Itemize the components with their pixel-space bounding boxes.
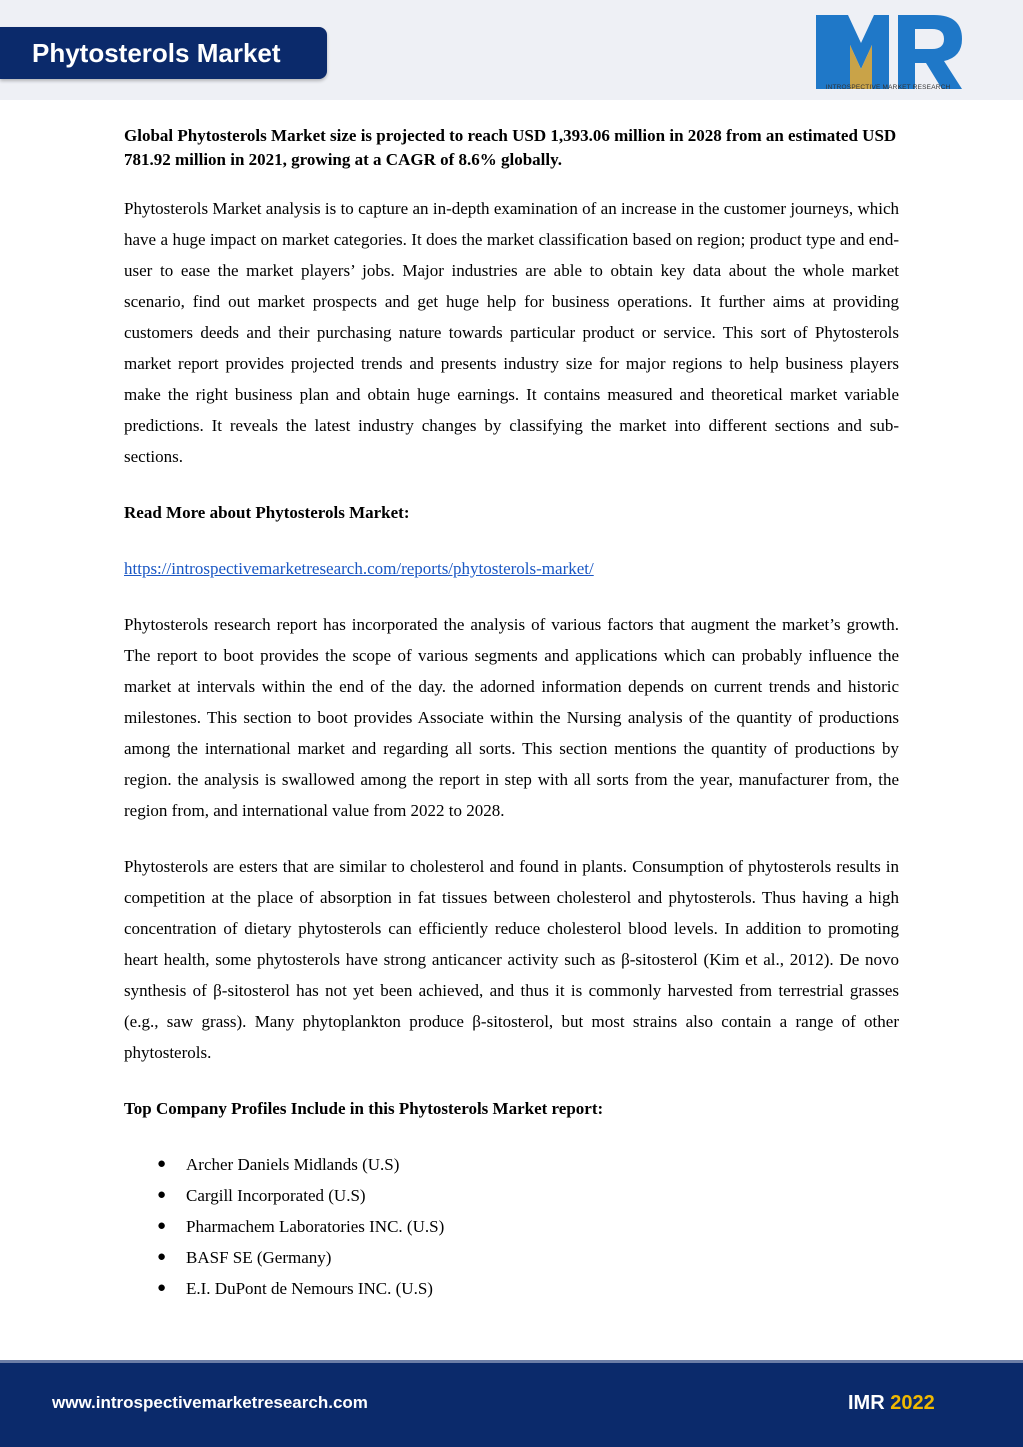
bullet-icon: ● (157, 1187, 167, 1203)
lead-summary: Global Phytosterols Market size is projected to reach USD 1,393.06 million in 2028 from an estimated USD 781.92 million in 2021, growing at a CAGR of 8.6% globally. (124, 126, 897, 169)
report-link[interactable]: https://introspectivemarketresearch.com/reports/phytosterols-market/ (124, 559, 594, 578)
companies-heading: Top Company Profiles Include in this Phytosterols Market report: (124, 1099, 604, 1118)
bullet-icon: ● (157, 1249, 167, 1265)
imr-logo (816, 10, 962, 94)
logo-caption: INTROSPECTIVE MARKET RESEARCH (825, 84, 951, 91)
company-name: E.I. DuPont de Nemours INC. (U.S) (186, 1279, 433, 1298)
footer-website[interactable]: www.introspectivemarketresearch.com (52, 1393, 368, 1412)
footer-brand-name: IMR (848, 1392, 885, 1414)
company-list (124, 1149, 899, 1304)
company-name: Cargill Incorporated (U.S) (186, 1186, 366, 1205)
company-name: BASF SE (Germany) (186, 1248, 332, 1267)
read-more-link-line (124, 553, 899, 584)
footer-bar (0, 1360, 1023, 1447)
company-name: Archer Daniels Midlands (U.S) (186, 1155, 400, 1174)
bullet-icon: ● (157, 1218, 167, 1234)
list-item (124, 1273, 899, 1304)
footer-divider (0, 1360, 1023, 1363)
document-body (124, 124, 899, 1304)
list-item (124, 1149, 899, 1180)
list-item (124, 1242, 899, 1273)
bullet-icon: ● (157, 1280, 167, 1296)
paragraph-market-analysis: Phytosterols Market analysis is to capture an in-depth examination of an increase in the customer journeys, which have a huge impact on market categories. It does the market classification based on region; product type and end-user to ease the market players’ jobs. Major industries are able to obtain key data about the whole market scenario, find out market prospects and get huge help for business operations. It further aims at providing customers deeds and their purchasing nature towards particular product or service. This sort of Phytosterols market report provides projected trends and presents industry size for major regions to help business players make the right business plan and obtain huge earnings. It contains measured and theoretical market variable predictions. It reveals the latest industry changes by classifying the market into different sections and sub-sections. (124, 199, 899, 466)
page-title: Phytosterols Market (32, 38, 281, 68)
title-banner (0, 27, 327, 79)
paragraph-research-report: Phytosterols research report has incorporated the analysis of various factors that augment the market’s growth. The report to boot provides the scope of various segments and applications which can probably influence the market at intervals within the end of the day. the adorned information depends on current trends and historic milestones. This section to boot provides Associate within the Nursing analysis of the quantity of productions among the international market and regarding all sorts. This section mentions the quantity of productions by region. the analysis is swallowed among the report in step with all sorts from the year, manufacturer from, the region from, and international value from 2022 to 2028. (124, 615, 899, 820)
read-more-heading: Read More about Phytosterols Market: (124, 503, 410, 522)
bullet-icon: ● (157, 1156, 167, 1172)
list-item (124, 1180, 899, 1211)
footer-year: 2022 (890, 1392, 935, 1414)
company-name: Pharmachem Laboratories INC. (U.S) (186, 1217, 445, 1236)
paragraph-phytosterols-definition: Phytosterols are esters that are similar to cholesterol and found in plants. Consumption of phytosterols results in competition at the place of absorption in fat tissues between cholesterol and phytosterols. Thus having a high concentration of dietary phytosterols can efficiently reduce cholesterol blood levels. In addition to promoting heart health, some phytosterols have strong anticancer activity such as β-sitosterol (Kim et al., 2012). De novo synthesis of β-sitosterol has not yet been achieved, and thus it is commonly harvested from terrestrial grasses (e.g., saw grass). Many phytoplankton produce β-sitosterol, but most strains also contain a range of other phytosterols. (124, 857, 899, 1062)
footer-brand (848, 1392, 935, 1415)
list-item (124, 1211, 899, 1242)
